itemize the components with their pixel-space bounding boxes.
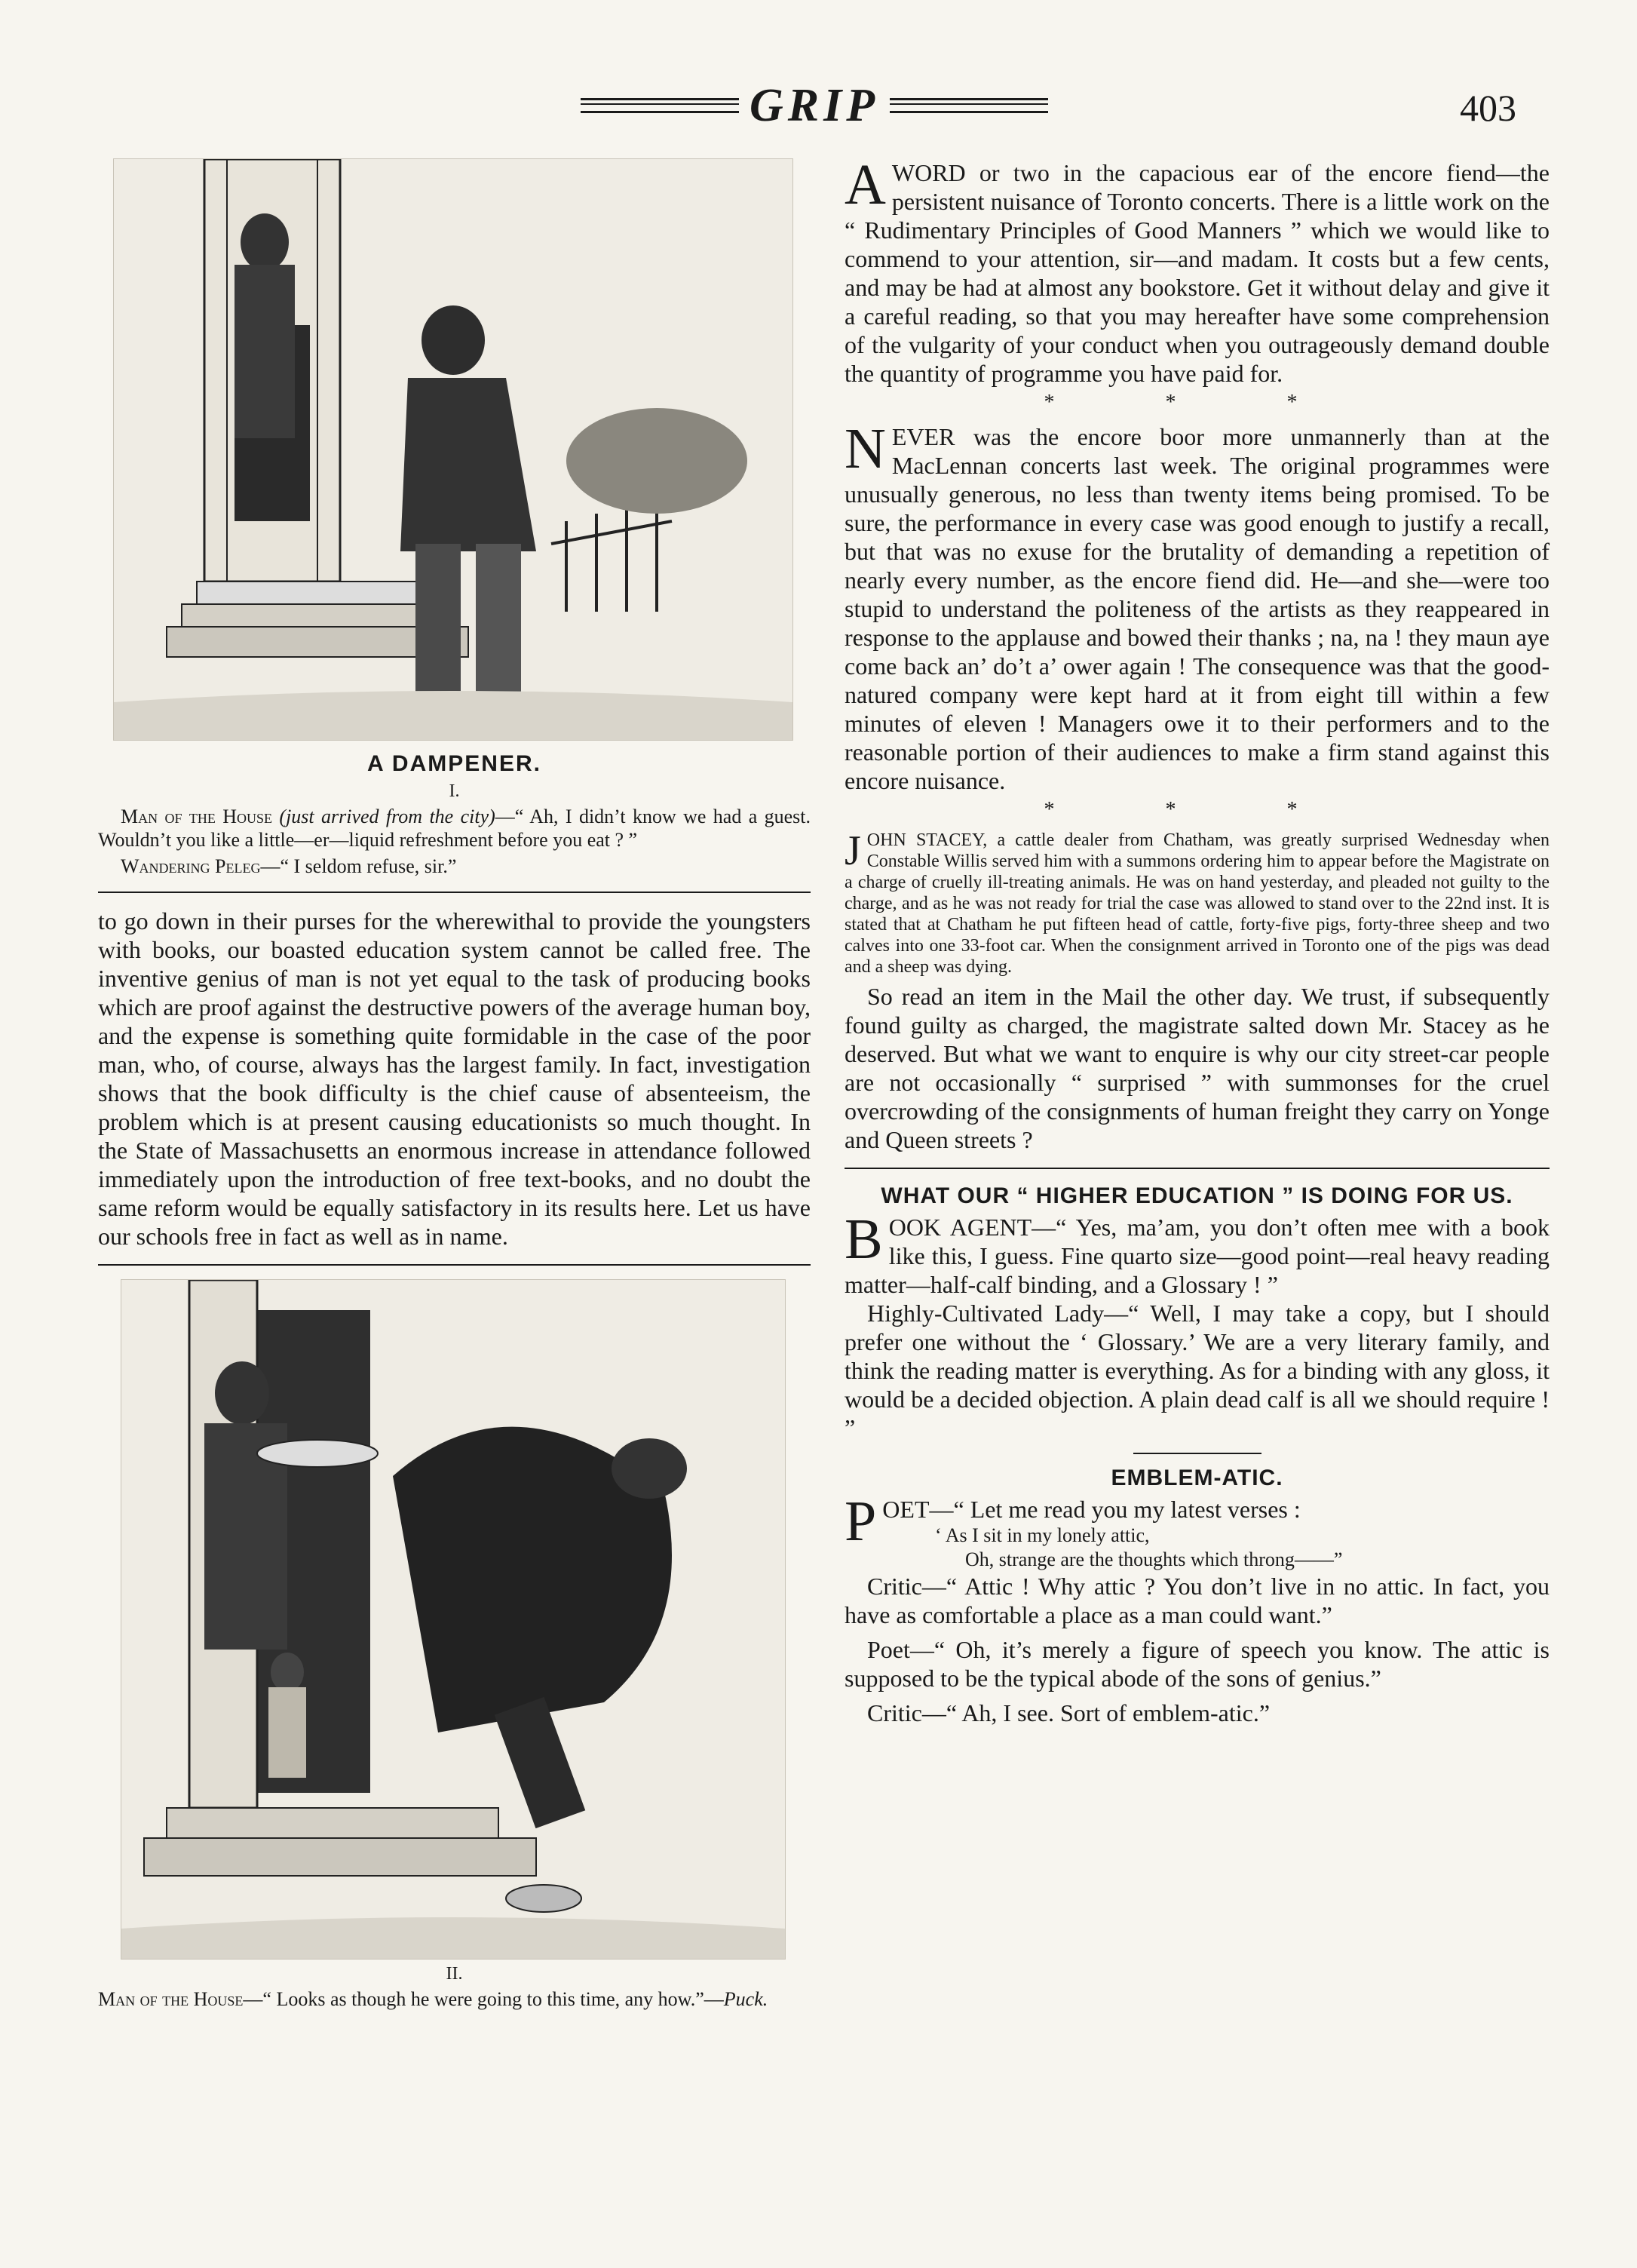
drop-cap-p: P [845, 1490, 877, 1553]
caption1-speaker: Man of the House [121, 806, 273, 827]
left-body-text: to go down in their purses for the wherewithal to provide the youngsters with books, our boasted education system cannot be called free. The inventive genius of man is not yet equal to the task of producing books which are proof against the destructive powers of the average human boy, and the expense is something quite formidable in the case of the poor man, who, of course, always has the largest family. In fact, investigation shows that the book difficulty is the chief cause of absenteeism, the problem which is at present causing educationists so much thought. In the State of Massachusetts an enormous increase in attendance followed immediately upon the introduction of free text-books, and no doubt the same reform would be equally satisfactory in its results here. Let us have our schools free in fact as well as in name. [98, 907, 811, 1250]
higher-education-p1 [845, 1208, 1550, 1299]
illustration2-caption-text: —“ Looks as though he were going to this time, any how.”— [243, 1988, 724, 2010]
section-stars-2: * * * [1044, 798, 1350, 821]
masthead-rule-left [581, 98, 739, 113]
caption1-aside: (just arrived from the city) [279, 806, 495, 827]
illustration1-title: A DAMPENER. [367, 751, 541, 776]
article-encore-2-text: EVER was the encore boor more unmannerly than at the MacLennan concerts last week. The original programmes were unusually generous, no less than twenty items being promised. To be sure, the performance in every case was good enough to justify a recall, but that was no exuse for the brutality of demanding a repetition of nearly every number, as the encore fiend did. He—and she—were too stupid to understand the politeness of the artists as they reappeared in response to the applause and bowed their thanks ; na, na ! they maun aye come back an’ do’t a’ ower again ! The consequence was that the good-natured company were kept hard at it from eight till within a few minutes of eleven ! Managers owe it to their performers and to the reasonable portion of their audiences to make a firm stand against this encore nuisance. [845, 423, 1550, 794]
illustration2-caption [98, 1987, 811, 2011]
illustration2-caption-speaker: Man of the House [98, 1988, 244, 2010]
divider-1 [98, 892, 811, 893]
section-higher-education-title: WHAT OUR “ HIGHER EDUCATION ” IS DOING FOR US. [881, 1183, 1513, 1208]
higher-education-p1-text: OOK AGENT—“ Yes, ma’am, you don’t often mee with a book like this, I guess. Fine quarto size—good point—real heavy reading matter—half-calf binding, and a Glossary ! ” [845, 1214, 1550, 1298]
page-header [0, 75, 1637, 136]
divider-2 [98, 1264, 811, 1266]
caption1-text: —“ Ah, I didn’t know we had a guest. Wouldn’t you like a little—er—liquid refreshment before you eat ? ” [98, 806, 811, 851]
masthead-title: GRIP [749, 79, 880, 131]
illustration2-image [121, 1280, 785, 1959]
emblematic-p2: Critic—“ Attic ! Why attic ? You don’t live in no attic. In fact, you have as comfortable a place as a man could want.” [845, 1573, 1550, 1628]
article-encore-1 [845, 153, 1550, 388]
emblematic-verse-2: Oh, strange are the thoughts which throng——” [965, 1548, 1343, 1570]
masthead-rule-right [890, 98, 1048, 113]
emblematic-p3: Poet—“ Oh, it’s merely a figure of speech you know. The attic is supposed to be the typical abode of the sons of genius.” [845, 1636, 1550, 1692]
article-stacey-comment: So read an item in the Mail the other day. We trust, if subsequently found guilty as charged, the magistrate salted down Mr. Stacey as he deserved. But what we want to enquire is why our city street-car people are not occasionally “ surprised ” with summonses for the cruel overcrowding of the consignments of human freight they carry on Yonge and Queen streets ? [845, 983, 1550, 1153]
higher-education-p2: Highly-Cultivated Lady—“ Well, I may take a copy, but I should prefer one without the ‘ Glossary.’ We are a very literary family, and think the reading matter is everything. As for a binding with any gloss, it would be a decided objection. A plain dead calf is all we should require ! ” [845, 1300, 1550, 1441]
drop-cap-b: B [845, 1208, 883, 1271]
illustration-two [121, 1279, 786, 1960]
drop-cap-a: A [845, 153, 886, 216]
article-stacey-quote [845, 827, 1550, 977]
illustration1-caption-1 [98, 805, 811, 852]
left-column [98, 158, 811, 2014]
illustration-dampener [113, 158, 793, 741]
emblematic-p1-text: OET—“ Let me read you my latest verses : [882, 1496, 1301, 1523]
illustration1-number: I. [449, 781, 460, 801]
illustration1-caption-2 [98, 855, 811, 878]
dampener-illustration-image [114, 159, 792, 740]
emblematic-verse-1: ‘ As I sit in my lonely attic, [935, 1524, 1150, 1546]
article-encore-2 [845, 417, 1550, 795]
masthead [581, 79, 1048, 131]
page-number: 403 [1460, 87, 1516, 129]
short-divider [1133, 1453, 1261, 1454]
article-stacey-quote-text: OHN STACEY, a cattle dealer from Chatham, was greatly surprised Wednesday when Constable Willis served him with a summons ordering him to appear before the Magistrate on a charge of cruelly ill-treating animals. He was on hand yesterday, and pleaded not guilty to the charge, and as he was not ready for trial the case was allowed to stand over to the 22nd inst. It is stated that at Chatham he put fifteen head of cattle, forty-five pigs, forty-three sheep and two calves into one 33-foot car. When the consignment arrived in Toronto one of the pigs was dead and a sheep was dying. [845, 830, 1550, 977]
illustration2-caption-source: Puck. [723, 1988, 768, 2010]
right-column [845, 153, 1550, 1733]
divider-3 [845, 1168, 1550, 1169]
section-stars-1: * * * [1044, 391, 1350, 414]
caption2-speaker: Wandering Peleg [121, 855, 261, 877]
illustration2-number: II. [446, 1964, 463, 1984]
caption2-text: —“ I seldom refuse, sir.” [260, 855, 457, 877]
article-encore-1-text: WORD or two in the capacious ear of the encore fiend—the persistent nuisance of Toronto concerts. There is a little work on the “ Rudimentary Principles of Good Manners ” which we would like to commend to your attention, sir—and madam. It costs but a few cents, and may be had at almost any bookstore. Get it without delay and give it a careful reading, so that you may hereafter have some comprehension of the vulgarity of your conduct when you outrageously demand double the quantity of programme you have paid for. [845, 159, 1550, 387]
section-emblematic-title: EMBLEM-ATIC. [1111, 1465, 1283, 1490]
drop-cap-j: J [845, 827, 861, 874]
emblematic-p4: Critic—“ Ah, I see. Sort of emblem-atic.” [867, 1699, 1271, 1726]
drop-cap-n: N [845, 417, 886, 480]
